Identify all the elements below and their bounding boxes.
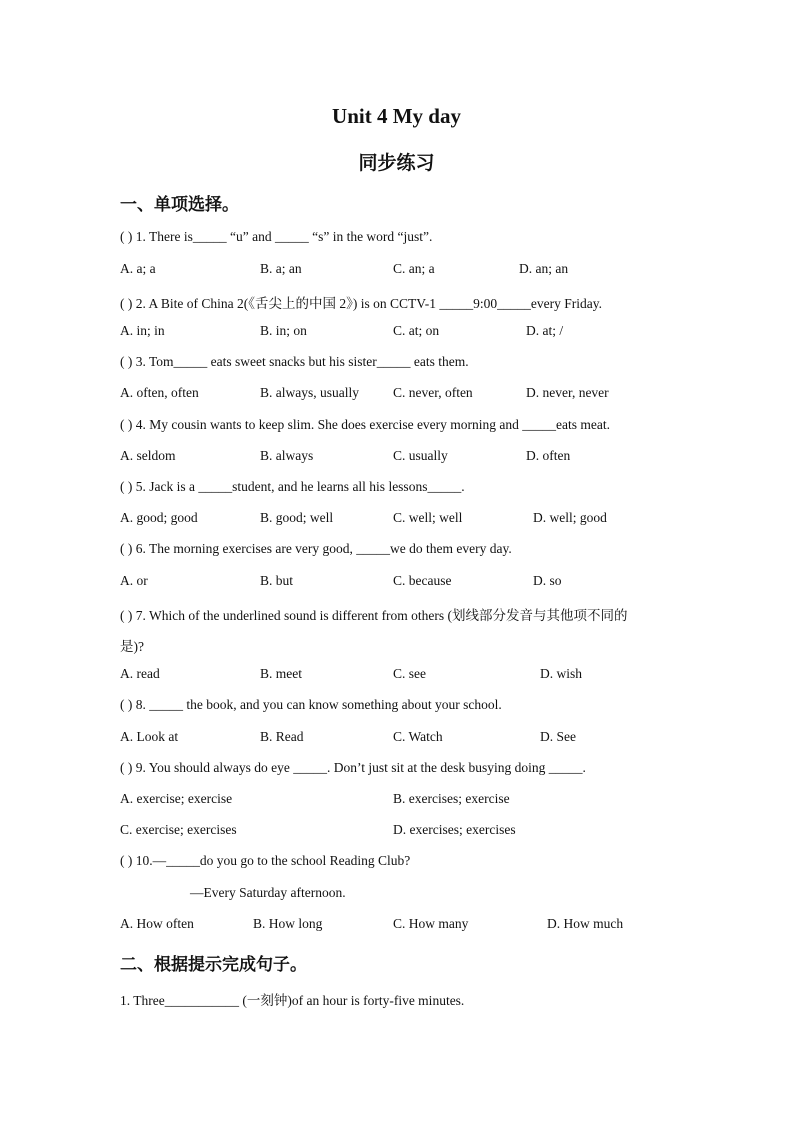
- question-stem: ( ) 2. A Bite of China 2(《舌尖上的中国 2》) is on CCTV-1 _____9:00_____every Friday.: [120, 296, 602, 311]
- option-d: D. See: [540, 729, 576, 744]
- option-a: A. Look at: [120, 729, 179, 744]
- question-stem: ( ) 4. My cousin wants to keep slim. She does exercise every morning and _____eats meat.: [120, 417, 611, 432]
- option-b: B. a; an: [260, 261, 302, 276]
- question-stem: ( ) 10.—_____do you go to the school Reading Club?: [120, 853, 411, 868]
- option-c: C. because: [393, 573, 452, 588]
- option-a: A. in; in: [120, 323, 165, 338]
- option-d: D. at; /: [526, 323, 564, 338]
- page-subtitle: 同步练习: [358, 152, 435, 174]
- option-c: C. How many: [393, 916, 469, 931]
- option-d: D. an; an: [519, 261, 569, 276]
- option-d: D. so: [533, 573, 562, 588]
- question-stem: ( ) 9. You should always do eye _____. Don’t just sit at the desk busying doing _____.: [120, 760, 586, 775]
- option-c: C. well; well: [393, 510, 463, 525]
- question-stem: ( ) 3. Tom_____ eats sweet snacks but his sister_____ eats them.: [120, 354, 469, 369]
- question-stem-continued: 是)?: [120, 639, 144, 654]
- page-title: Unit 4 My day: [332, 104, 461, 128]
- option-c: C. usually: [393, 448, 448, 463]
- option-b: B. in; on: [260, 323, 307, 338]
- option-b: B. How long: [253, 916, 323, 931]
- option-a: A. often, often: [120, 385, 199, 400]
- question-stem: ( ) 5. Jack is a _____student, and he learns all his lessons_____.: [120, 479, 465, 494]
- option-c: C. at; on: [393, 323, 440, 338]
- option-a: A. How often: [120, 916, 194, 931]
- option-b: B. exercises; exercise: [393, 791, 510, 806]
- option-d: D. never, never: [526, 385, 609, 400]
- option-b: B. meet: [260, 666, 302, 681]
- option-d: D. wish: [540, 666, 583, 681]
- option-d: D. How much: [547, 916, 624, 931]
- option-b: B. good; well: [260, 510, 334, 525]
- option-b: B. always: [260, 448, 314, 463]
- option-a: A. seldom: [120, 448, 176, 463]
- section-heading-multiple-choice: 一、单项选择。: [120, 195, 239, 215]
- option-d: D. well; good: [533, 510, 607, 525]
- option-c: C. an; a: [393, 261, 435, 276]
- question-stem: ( ) 7. Which of the underlined sound is different from others (划线部分发音与其他项不同的: [120, 608, 628, 623]
- option-d: D. exercises; exercises: [393, 822, 516, 837]
- option-a: A. good; good: [120, 510, 198, 525]
- option-b: B. but: [260, 573, 294, 588]
- option-b: B. always, usually: [260, 385, 359, 400]
- fill-in-sentence: 1. Three___________ (一刻钟)of an hour is forty-five minutes.: [120, 993, 465, 1008]
- option-c: C. exercise; exercises: [120, 822, 237, 837]
- option-c: C. never, often: [393, 385, 473, 400]
- option-a: A. or: [120, 573, 148, 588]
- option-c: C. Watch: [393, 729, 443, 744]
- question-stem: ( ) 8. _____ the book, and you can know something about your school.: [120, 697, 502, 712]
- option-c: C. see: [393, 666, 426, 681]
- section-heading-complete-sentences: 二、根据提示完成句子。: [120, 955, 307, 975]
- option-b: B. Read: [260, 729, 304, 744]
- question-stem-continued: —Every Saturday afternoon.: [190, 885, 346, 900]
- option-a: A. read: [120, 666, 160, 681]
- option-a: A. exercise; exercise: [120, 791, 233, 806]
- question-stem: ( ) 6. The morning exercises are very good, _____we do them every day.: [120, 541, 512, 556]
- option-d: D. often: [526, 448, 571, 463]
- question-stem: ( ) 1. There is_____ “u” and _____ “s” in the word “just”.: [120, 229, 433, 244]
- option-a: A. a; a: [120, 261, 156, 276]
